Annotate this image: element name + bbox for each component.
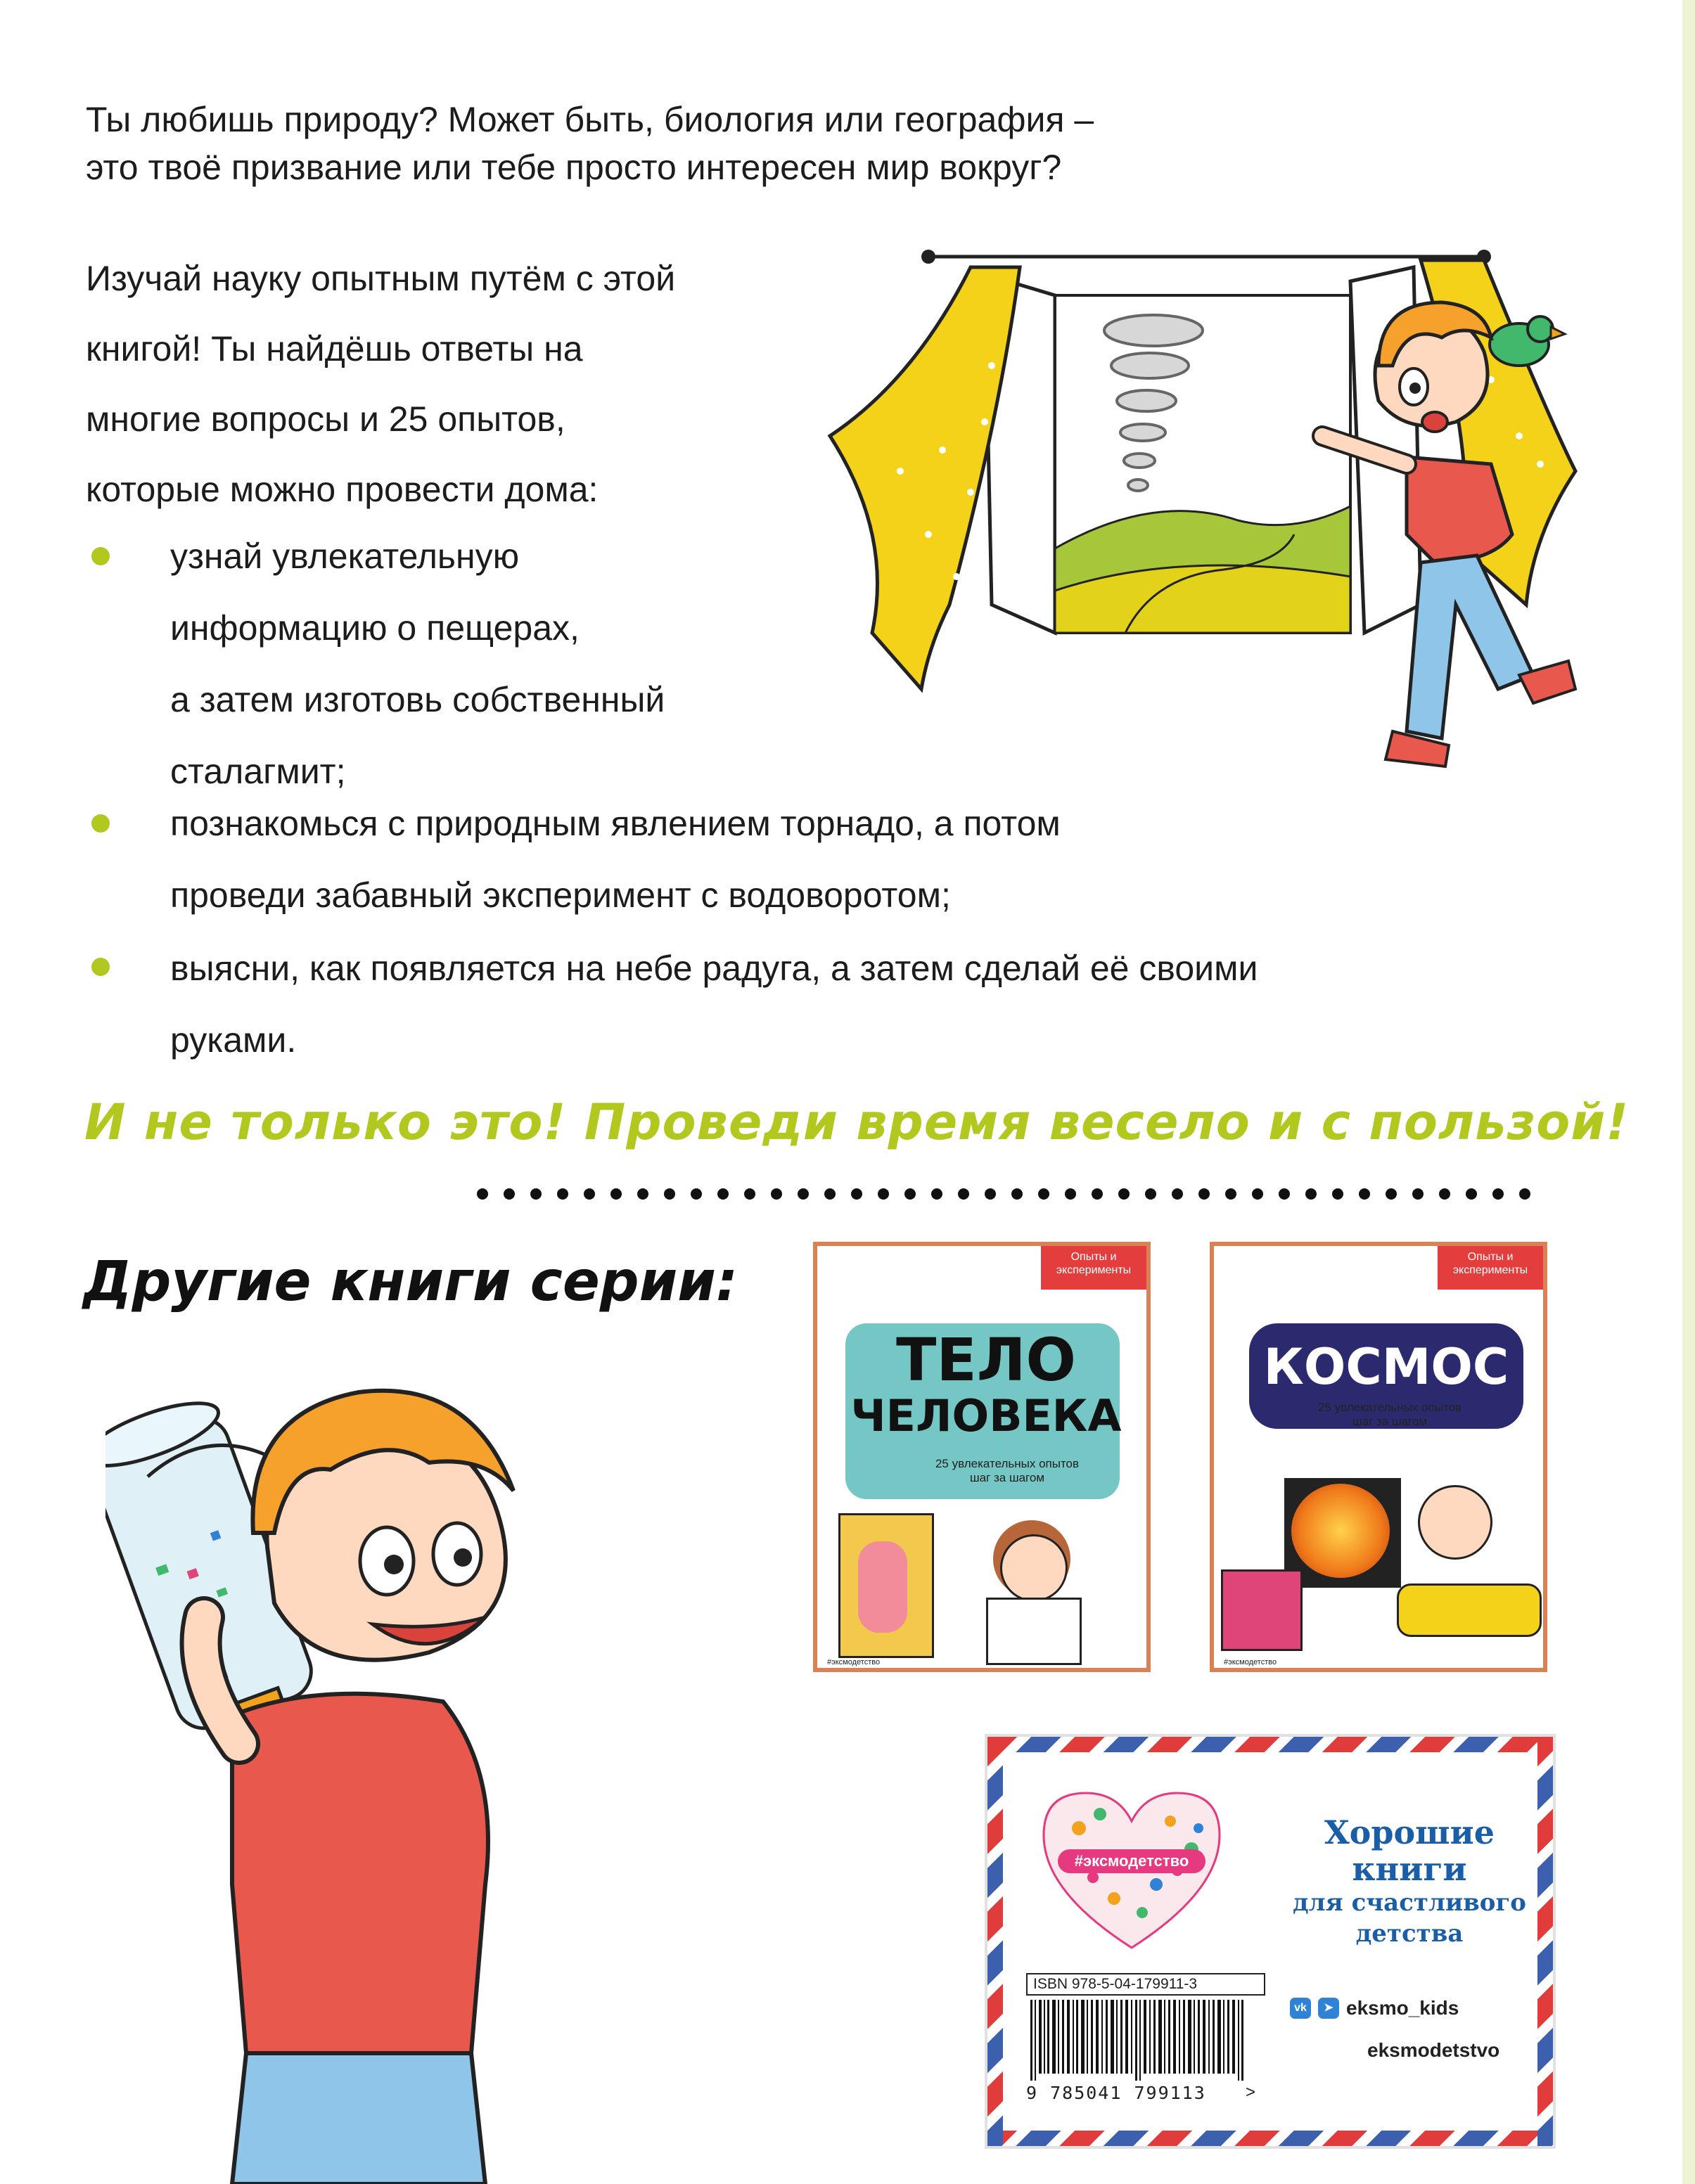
- series-heading: Другие книги серии:: [83, 1250, 738, 1313]
- book-ribbon: Опыты и эксперименты: [1041, 1246, 1146, 1290]
- dotted-divider: [477, 1188, 1530, 1200]
- intro-paragraph: [86, 96, 1422, 191]
- postcard-border-right: [1537, 1737, 1553, 2146]
- postcard-slogan-line: книги: [1352, 1850, 1467, 1888]
- book-subtitle-line: шаг за шагом: [1352, 1415, 1428, 1428]
- book-publisher: #эксмодетство: [827, 1658, 881, 1666]
- intro-line: это твоё призвание или тебе просто интересен мир вокруг?: [86, 148, 1062, 187]
- bullet-dot: [91, 814, 110, 833]
- book-subtitle-line: 25 увлекательных опытов: [1317, 1401, 1462, 1414]
- lead-line: многие вопросы и 25 опытов,: [86, 399, 565, 439]
- bullet-line: сталагмит;: [170, 752, 346, 791]
- book-ribbon: Опыты и эксперименты: [1438, 1246, 1543, 1290]
- bullet-item: [170, 520, 874, 807]
- organs-image: [858, 1541, 907, 1633]
- scientist-face: [1000, 1534, 1068, 1602]
- book-cover-body[interactable]: [813, 1242, 1151, 1672]
- astronaut-face: [1418, 1485, 1492, 1560]
- publisher-postcard: [985, 1734, 1556, 2149]
- lead-line: книгой! Ты найдёшь ответы на: [86, 329, 583, 368]
- rocket-body: [1397, 1584, 1542, 1637]
- book-title-line: ТЕЛО: [896, 1325, 1076, 1394]
- book-title-line: ЧЕЛОВЕКА: [850, 1390, 1122, 1441]
- barcode-digits: 9 785041 799113: [1026, 2083, 1206, 2103]
- postcard-slogan-line: Хорошие: [1324, 1813, 1495, 1851]
- lead-line: которые можно провести дома:: [86, 470, 599, 509]
- slogan-text: И не только это! Проведи время весело и с пользой!: [84, 1093, 1630, 1151]
- book-cover-space[interactable]: [1210, 1242, 1547, 1672]
- social-handle-2[interactable]: eksmodetstvo: [1367, 2039, 1500, 2061]
- book-subtitle-line: шаг за шагом: [969, 1471, 1045, 1484]
- lead-line: Изучай науку опытным путём с этой: [86, 259, 676, 298]
- lab-coat: [986, 1598, 1082, 1665]
- bullet-line: выясни, как появляется на небе радуга, а затем сделай её своими: [170, 949, 1258, 988]
- pink-box: [1221, 1569, 1303, 1651]
- bullet-dot: [91, 547, 110, 565]
- social-row: [1290, 1997, 1459, 2019]
- postcard-border-top: [987, 1737, 1553, 1752]
- book-title-line: КОСМОС: [1263, 1338, 1509, 1396]
- book-subtitle: [1256, 1401, 1523, 1429]
- bullet-item: [170, 932, 1577, 1076]
- intro-line: Ты любишь природу? Может быть, биология или география –: [86, 100, 1094, 139]
- bullet-dot: [91, 958, 110, 976]
- social-handle-1[interactable]: eksmo_kids: [1346, 1997, 1459, 2019]
- heart-label: #эксмодетство: [1058, 1849, 1205, 1873]
- book-subtitle-line: 25 увлекательных опытов: [935, 1457, 1080, 1470]
- telegram-icon[interactable]: ➤: [1318, 1998, 1339, 2019]
- bullet-line: познакомься с природным явлением торнадо, а потом: [170, 804, 1061, 843]
- barcode-marker: >: [1246, 2083, 1256, 2102]
- lead-paragraph: [86, 243, 859, 525]
- boy-bottle-illustration: [105, 1350, 598, 2184]
- bullet-line: проведи забавный эксперимент с водоворотом;: [170, 875, 951, 915]
- postcard-slogan: [1290, 1814, 1529, 1949]
- vk-icon[interactable]: vk: [1290, 1998, 1311, 2019]
- book-publisher: #эксмодетство: [1224, 1658, 1277, 1666]
- book-subtitle: [859, 1457, 1151, 1485]
- bullet-line: руками.: [170, 1020, 297, 1060]
- postcard-slogan-line: детства: [1355, 1920, 1464, 1948]
- isbn-text: ISBN 978-5-04-179911-3: [1026, 1973, 1265, 1996]
- bullet-line: информацию о пещерах,: [170, 608, 580, 648]
- page-edge: [1682, 0, 1695, 2184]
- bullet-line: узнай увлекательную: [170, 537, 520, 576]
- postcard-border-left: [987, 1737, 1003, 2146]
- sun-image: [1291, 1484, 1390, 1578]
- bullet-line: а затем изготовь собственный: [170, 680, 665, 719]
- window-boy-illustration: [788, 239, 1597, 900]
- postcard-slogan-line: для счастливого: [1293, 1889, 1526, 1917]
- postcard-border-bottom: [987, 2131, 1553, 2146]
